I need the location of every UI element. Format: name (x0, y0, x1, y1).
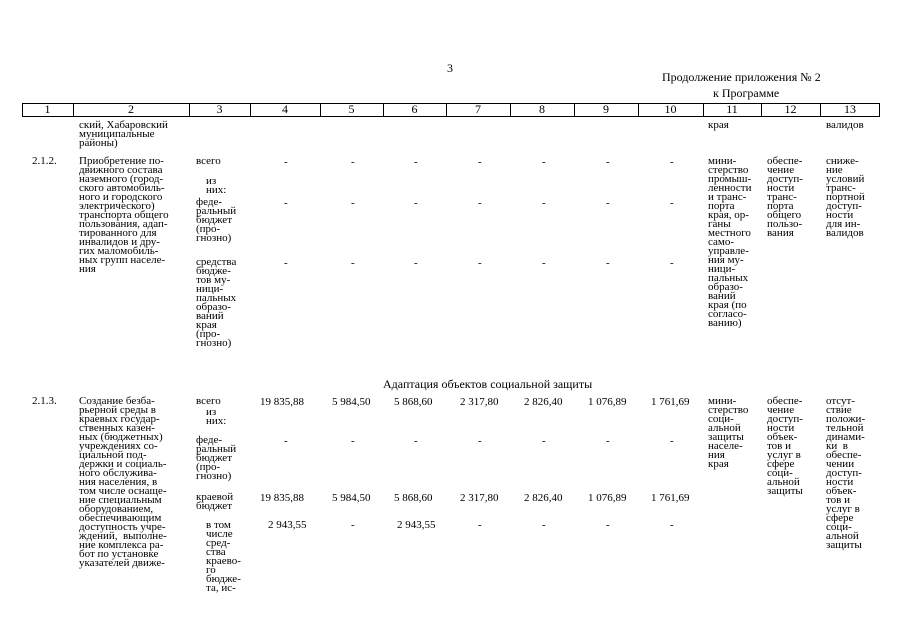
value-cell: - (670, 257, 674, 269)
value-cell: - (351, 197, 355, 209)
value-cell: - (351, 519, 355, 531)
value-cell: - (542, 435, 546, 447)
value-cell: - (542, 519, 546, 531)
value-cell: - (670, 435, 674, 447)
value-cell: - (351, 435, 355, 447)
continuation-line-2: к Программе (713, 86, 780, 100)
value-cell: - (606, 435, 610, 447)
fragment-effect: валидов (826, 119, 864, 131)
value-cell: 5 868,60 (394, 492, 433, 504)
value-cell: 19 835,88 (260, 492, 304, 504)
row-effect: сниже- ние условий транс- портной доступ- ности для ин- валидов (826, 155, 865, 239)
fragment-name: ский, Хабаровский муниципальные районы) (79, 119, 168, 149)
source-total: всего (196, 395, 221, 407)
value-cell: - (606, 519, 610, 531)
value-cell: 5 868,60 (394, 396, 433, 408)
value-cell: - (478, 435, 482, 447)
source-including: в том числе сред- ства краево- го бюдже- та, ис- (206, 519, 241, 594)
value-cell: - (284, 257, 288, 269)
value-cell: 19 835,88 (260, 396, 304, 408)
value-cell: - (284, 156, 288, 168)
row-number: 2.1.3. (32, 395, 57, 407)
row-executor: мини- стерство промыш- ленности и транс- порта края, ор- ганы местного само- управле- ния му- ници- пальных образо- ваний края (по согласо- ванию) (708, 155, 752, 329)
page-number: 3 (447, 61, 453, 75)
column-header: 11 (726, 102, 738, 116)
value-cell: - (414, 257, 418, 269)
value-cell: - (670, 197, 674, 209)
row-executor: мини- стерство соци- альной защиты населе- ния края (708, 395, 749, 470)
column-header: 4 (282, 102, 288, 116)
value-cell: - (542, 257, 546, 269)
value-cell: - (478, 197, 482, 209)
row-name: Приобретение по- движного состава наземного (город- ского автомобиль- ного и городского электрического) транспорта общего пользования, адап- тированного для инвалидов и дру- гих маломобиль- ных групп населе- ния (79, 155, 169, 275)
value-cell: - (414, 156, 418, 168)
column-header: 9 (603, 102, 609, 116)
value-cell: 2 826,40 (524, 492, 563, 504)
value-cell: - (606, 156, 610, 168)
value-cell: - (606, 257, 610, 269)
row-name: Создание безба- рьерной среды в краевых государ- ственных казен- ных (бюджетных) учреждениях со- циальной под- держки и социаль- ного обслужива- ния населения, в том числе оснаще- ние специальным оборудованием, обеспечивающим доступность учре- ждений, выполне- ние комплекса ра- бот по установке указателей движе- (79, 395, 167, 569)
source-municipal: средства бюдже- тов му- ници- пальных образо- ваний края (про- гнозно) (196, 256, 237, 349)
value-cell: 5 984,50 (332, 396, 371, 408)
value-cell: - (670, 156, 674, 168)
value-cell: 1 761,69 (651, 492, 690, 504)
column-header: 2 (128, 102, 134, 116)
row-effect: отсут- ствие положи- тельной динами- ки в обеспе- чении доступ- ности объек- тов и услуг в сфере соци- альной защиты (826, 395, 866, 551)
value-cell: 1 761,69 (651, 396, 690, 408)
value-cell: - (478, 519, 482, 531)
column-header: 3 (216, 102, 223, 116)
row-result: обеспе- чение доступ- ности транс- порта общего пользо- вания (767, 155, 803, 239)
value-cell: 2 317,80 (460, 492, 499, 504)
column-header: 5 (348, 102, 355, 116)
source-of: из них: (206, 175, 227, 196)
source-regional: краевой бюджет (196, 491, 234, 512)
value-cell: 2 317,80 (460, 396, 499, 408)
source-federal: феде- ральный бюджет (про- гнозно) (196, 434, 237, 482)
value-cell: - (478, 156, 482, 168)
row-result: обеспе- чение доступ- ности объек- тов и услуг в сфере соци- альной защиты (767, 395, 803, 497)
value-cell: - (284, 197, 288, 209)
value-cell: 1 076,89 (588, 396, 627, 408)
value-cell: - (414, 435, 418, 447)
value-cell: - (478, 257, 482, 269)
value-cell: 5 984,50 (332, 492, 371, 504)
column-header: 12 (784, 102, 797, 116)
value-cell: 1 076,89 (588, 492, 627, 504)
value-cell: 2 943,55 (268, 519, 307, 531)
value-cell: - (606, 197, 610, 209)
column-header: 13 (844, 102, 856, 116)
source-of: из них: (206, 406, 227, 427)
value-cell: - (351, 257, 355, 269)
column-header: 1 (44, 102, 51, 116)
source-federal: феде- ральный бюджет (про- гнозно) (196, 196, 237, 244)
source-total: всего (196, 155, 221, 167)
value-cell: - (542, 197, 546, 209)
continuation-line-1: Продолжение приложения № 2 (662, 70, 821, 84)
column-header: 6 (411, 102, 418, 116)
value-cell: 2 943,55 (397, 519, 436, 531)
value-cell: - (414, 197, 418, 209)
section-title: Адаптация объектов социальной защиты (383, 377, 593, 391)
column-header: 10 (664, 102, 677, 116)
value-cell: - (670, 519, 674, 531)
column-header: 7 (475, 102, 481, 116)
fragment-executor: края (708, 119, 729, 131)
value-cell: - (284, 435, 288, 447)
value-cell: 2 826,40 (524, 396, 563, 408)
column-header: 8 (539, 102, 545, 116)
value-cell: - (542, 156, 546, 168)
value-cell: - (351, 156, 355, 168)
row-number: 2.1.2. (32, 155, 57, 167)
